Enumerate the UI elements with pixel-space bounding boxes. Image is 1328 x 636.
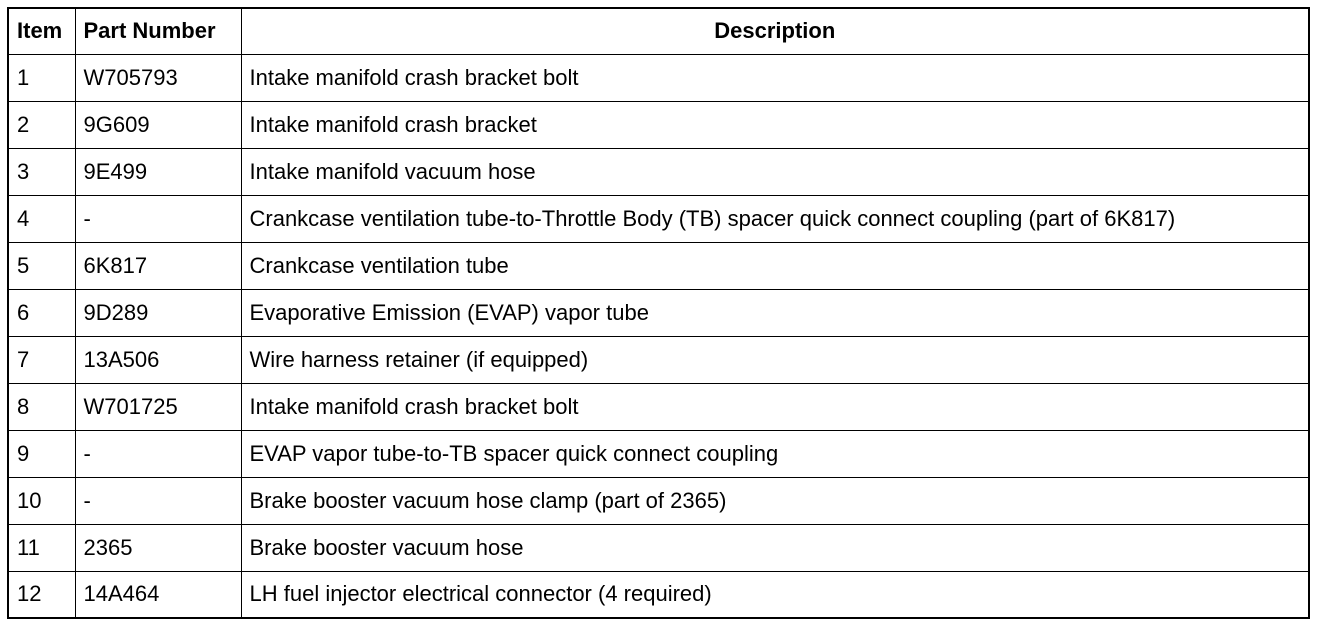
header-part-number: Part Number [75, 8, 241, 54]
description-cell: Evaporative Emission (EVAP) vapor tube [241, 289, 1309, 336]
description-cell: Crankcase ventilation tube [241, 242, 1309, 289]
item-cell: 4 [8, 195, 75, 242]
description-cell: EVAP vapor tube-to-TB spacer quick connect coupling [241, 430, 1309, 477]
item-cell: 7 [8, 336, 75, 383]
table-row [8, 336, 1309, 383]
description-cell: LH fuel injector electrical connector (4 required) [241, 571, 1309, 618]
part-number-cell: W705793 [75, 54, 241, 101]
part-number-cell: - [75, 477, 241, 524]
part-number-cell: 2365 [75, 524, 241, 571]
part-number-cell: 14A464 [75, 571, 241, 618]
table-row [8, 571, 1309, 618]
parts-table [7, 7, 1310, 619]
description-cell: Brake booster vacuum hose [241, 524, 1309, 571]
description-cell: Intake manifold crash bracket bolt [241, 383, 1309, 430]
table-row [8, 430, 1309, 477]
table-row [8, 477, 1309, 524]
table-row [8, 383, 1309, 430]
table-row [8, 289, 1309, 336]
part-number-cell: 13A506 [75, 336, 241, 383]
item-cell: 1 [8, 54, 75, 101]
table-row [8, 54, 1309, 101]
table-row [8, 195, 1309, 242]
item-cell: 3 [8, 148, 75, 195]
item-cell: 6 [8, 289, 75, 336]
part-number-cell: - [75, 195, 241, 242]
header-description: Description [241, 8, 1309, 54]
part-number-cell: 9D289 [75, 289, 241, 336]
part-number-cell: 9E499 [75, 148, 241, 195]
description-cell: Intake manifold crash bracket bolt [241, 54, 1309, 101]
description-cell: Intake manifold crash bracket [241, 101, 1309, 148]
description-cell: Intake manifold vacuum hose [241, 148, 1309, 195]
description-cell: Crankcase ventilation tube-to-Throttle Body (TB) spacer quick connect coupling (part of 6K817) [241, 195, 1309, 242]
description-cell: Brake booster vacuum hose clamp (part of 2365) [241, 477, 1309, 524]
item-cell: 5 [8, 242, 75, 289]
header-item: Item [8, 8, 75, 54]
item-cell: 12 [8, 571, 75, 618]
item-cell: 9 [8, 430, 75, 477]
part-number-cell: 9G609 [75, 101, 241, 148]
part-number-cell: 6K817 [75, 242, 241, 289]
header-row [8, 8, 1309, 54]
item-cell: 11 [8, 524, 75, 571]
description-cell: Wire harness retainer (if equipped) [241, 336, 1309, 383]
part-number-cell: - [75, 430, 241, 477]
item-cell: 2 [8, 101, 75, 148]
table-row [8, 148, 1309, 195]
item-cell: 10 [8, 477, 75, 524]
table-row [8, 242, 1309, 289]
part-number-cell: W701725 [75, 383, 241, 430]
table-row [8, 101, 1309, 148]
item-cell: 8 [8, 383, 75, 430]
table-row [8, 524, 1309, 571]
